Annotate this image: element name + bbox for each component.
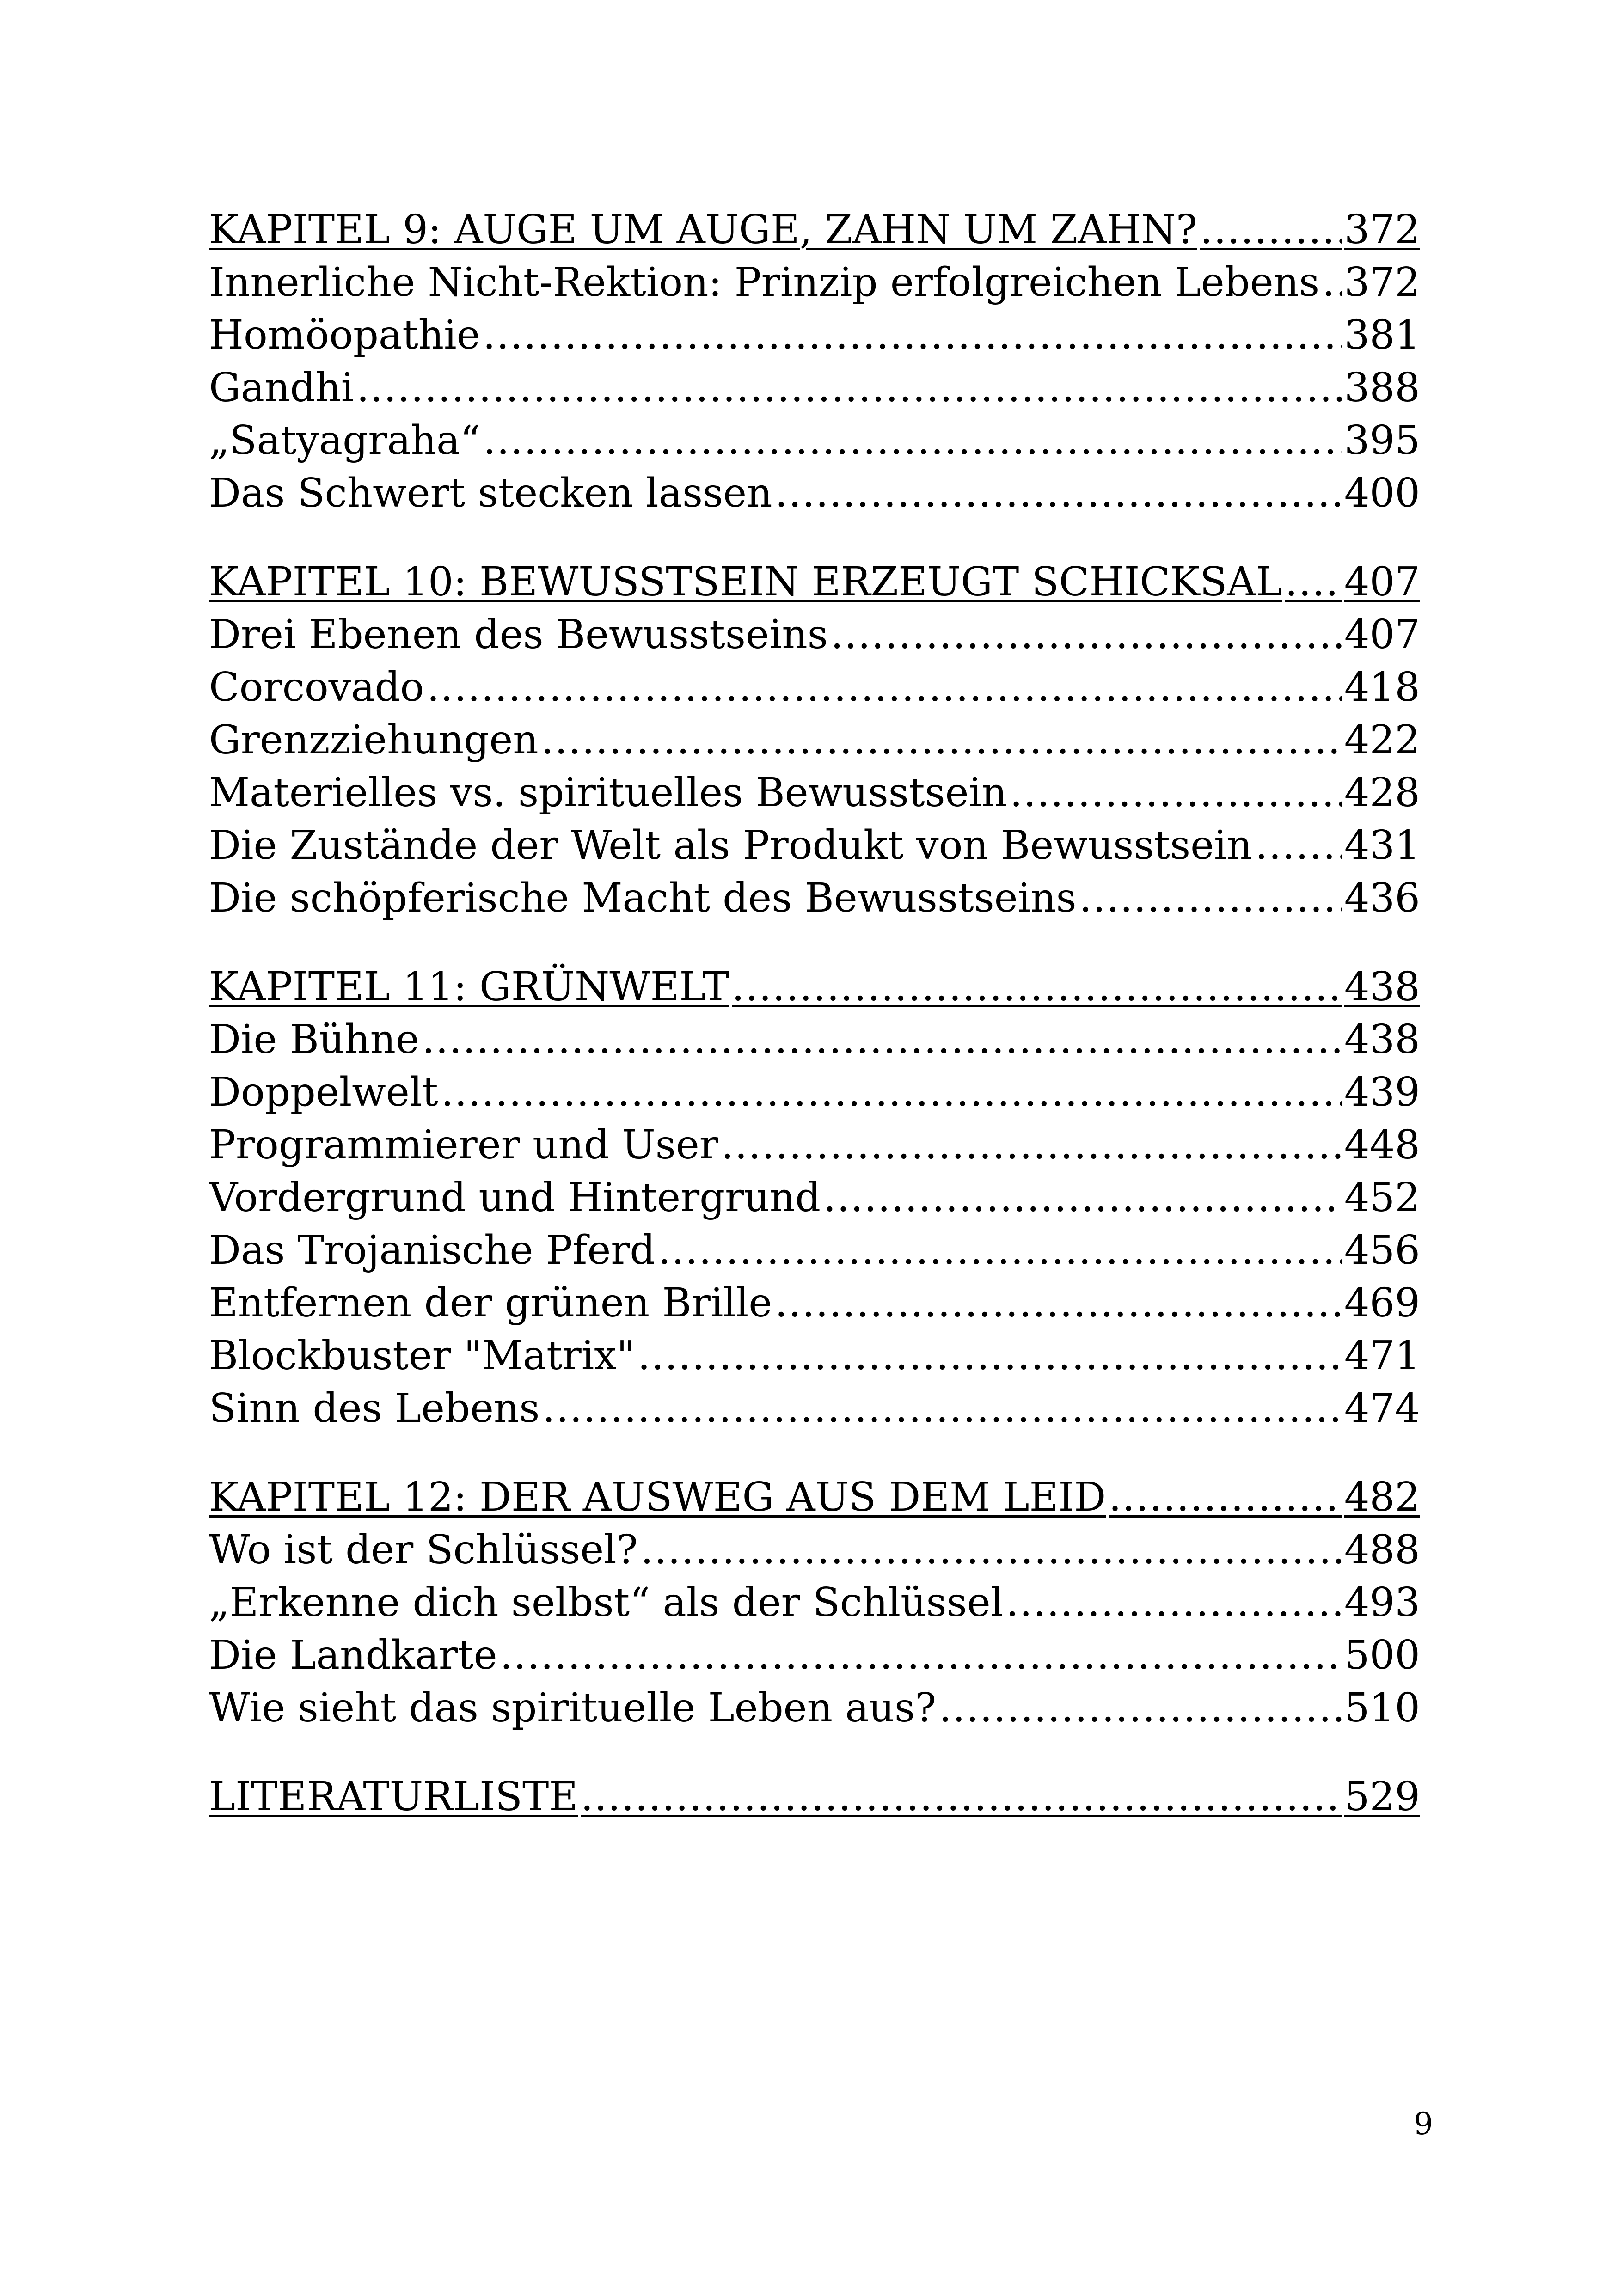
dot-leader bbox=[1322, 256, 1342, 309]
chapter-title: KAPITEL 12: DER AUSWEG AUS DEM LEID bbox=[209, 1474, 1106, 1520]
entry-title: Wie sieht das spirituelle Leben aus? bbox=[209, 1685, 937, 1731]
toc-chapter-heading[interactable] bbox=[209, 1471, 1420, 1524]
toc-entry[interactable] bbox=[209, 256, 1420, 309]
chapter-page-number: 438 bbox=[1344, 964, 1420, 1010]
chapter-page-number: 529 bbox=[1344, 1774, 1420, 1820]
entry-page-number: 469 bbox=[1344, 1280, 1420, 1326]
toc-entry[interactable] bbox=[209, 1066, 1420, 1119]
toc-entry[interactable] bbox=[209, 608, 1420, 661]
page-number: 9 bbox=[1414, 2106, 1433, 2142]
entry-title: Blockbuster "Matrix" bbox=[209, 1333, 635, 1379]
chapter-title: KAPITEL 11: GRÜNWELT bbox=[209, 964, 729, 1010]
toc-entry[interactable] bbox=[209, 1119, 1420, 1171]
chapter-title: KAPITEL 10: BEWUSSTSEIN ERZEUGT SCHICKSAL bbox=[209, 559, 1282, 605]
toc-entry[interactable] bbox=[209, 1171, 1420, 1224]
toc-entry[interactable] bbox=[209, 661, 1420, 714]
toc-entry[interactable] bbox=[209, 1682, 1420, 1734]
chapter-page-number: 407 bbox=[1344, 559, 1420, 605]
entry-title: Drei Ebenen des Bewusstseins bbox=[209, 612, 828, 658]
entry-page-number: 428 bbox=[1344, 770, 1420, 816]
dot-leader bbox=[641, 1524, 1342, 1576]
toc-chapter-heading[interactable] bbox=[209, 961, 1420, 1013]
toc-chapter-heading[interactable] bbox=[209, 203, 1420, 256]
dot-leader bbox=[732, 961, 1342, 1013]
dot-leader bbox=[939, 1682, 1342, 1734]
entry-title: Die Zustände der Welt als Produkt von Bewusstsein bbox=[209, 822, 1252, 869]
entry-page-number: 448 bbox=[1344, 1122, 1420, 1168]
dot-leader bbox=[1109, 1471, 1342, 1524]
toc-section-literaturliste bbox=[209, 1770, 1420, 1823]
entry-title: Materielles vs. spirituelles Bewusstsein bbox=[209, 770, 1007, 816]
dot-leader bbox=[637, 1329, 1341, 1382]
entry-title: Corcovado bbox=[209, 664, 424, 710]
toc-entry[interactable] bbox=[209, 872, 1420, 925]
entry-title: Grenzziehungen bbox=[209, 717, 539, 763]
dot-leader bbox=[721, 1119, 1342, 1171]
chapter-title: LITERATURLISTE bbox=[209, 1774, 578, 1820]
toc-entry[interactable] bbox=[209, 714, 1420, 766]
entry-page-number: 407 bbox=[1344, 612, 1420, 658]
chapter-page-number: 372 bbox=[1344, 207, 1420, 253]
dot-leader bbox=[1006, 1576, 1342, 1629]
entry-page-number: 452 bbox=[1344, 1175, 1420, 1221]
entry-page-number: 510 bbox=[1344, 1685, 1420, 1731]
entry-title: Programmierer und User bbox=[209, 1122, 718, 1168]
dot-leader bbox=[483, 414, 1342, 467]
toc-entry[interactable] bbox=[209, 361, 1420, 414]
toc-entry[interactable] bbox=[209, 1382, 1420, 1435]
toc-entry[interactable] bbox=[209, 1277, 1420, 1329]
toc-entry[interactable] bbox=[209, 1524, 1420, 1576]
chapter-page-number: 482 bbox=[1344, 1474, 1420, 1520]
entry-page-number: 493 bbox=[1344, 1580, 1420, 1626]
toc-entry[interactable] bbox=[209, 414, 1420, 467]
toc-entry[interactable] bbox=[209, 1224, 1420, 1277]
entry-title: Homöopathie bbox=[209, 312, 480, 358]
entry-page-number: 438 bbox=[1344, 1016, 1420, 1063]
entry-title: Entfernen der grünen Brille bbox=[209, 1280, 772, 1326]
dot-leader bbox=[581, 1770, 1342, 1823]
toc-section-kapitel-10 bbox=[209, 556, 1420, 925]
entry-page-number: 388 bbox=[1344, 365, 1420, 411]
entry-title: „Erkenne dich selbst“ als der Schlüssel bbox=[209, 1580, 1004, 1626]
chapter-title: KAPITEL 9: AUGE UM AUGE, ZAHN UM ZAHN? bbox=[209, 207, 1197, 253]
entry-title: Innerliche Nicht-Rektion: Prinzip erfolgreichen Lebens bbox=[209, 259, 1320, 306]
dot-leader bbox=[823, 1171, 1342, 1224]
entry-title: Doppelwelt bbox=[209, 1069, 438, 1115]
dot-leader bbox=[542, 1382, 1341, 1435]
entry-title: Das Schwert stecken lassen bbox=[209, 470, 772, 516]
entry-title: Vordergrund und Hintergrund bbox=[209, 1175, 821, 1221]
table-of-contents bbox=[209, 203, 1420, 1859]
dot-leader bbox=[775, 467, 1342, 520]
entry-page-number: 456 bbox=[1344, 1227, 1420, 1274]
toc-entry[interactable] bbox=[209, 309, 1420, 361]
toc-section-kapitel-12 bbox=[209, 1471, 1420, 1734]
toc-entry[interactable] bbox=[209, 1329, 1420, 1382]
entry-page-number: 471 bbox=[1344, 1333, 1420, 1379]
entry-page-number: 400 bbox=[1344, 470, 1420, 516]
entry-page-number: 372 bbox=[1344, 259, 1420, 306]
toc-entry[interactable] bbox=[209, 766, 1420, 819]
entry-title: Die schöpferische Macht des Bewusstseins bbox=[209, 875, 1077, 921]
toc-entry[interactable] bbox=[209, 1013, 1420, 1066]
entry-page-number: 422 bbox=[1344, 717, 1420, 763]
dot-leader bbox=[775, 1277, 1342, 1329]
entry-page-number: 474 bbox=[1344, 1385, 1420, 1432]
entry-page-number: 395 bbox=[1344, 417, 1420, 464]
dot-leader bbox=[1079, 872, 1342, 925]
toc-entry[interactable] bbox=[209, 467, 1420, 520]
dot-leader bbox=[1285, 556, 1342, 608]
entry-title: „Satyagraha“ bbox=[209, 417, 481, 464]
entry-title: Die Bühne bbox=[209, 1016, 419, 1063]
dot-leader bbox=[422, 1013, 1342, 1066]
entry-title: Gandhi bbox=[209, 365, 354, 411]
dot-leader bbox=[1200, 203, 1342, 256]
entry-page-number: 439 bbox=[1344, 1069, 1420, 1115]
toc-entry[interactable] bbox=[209, 1629, 1420, 1682]
dot-leader bbox=[831, 608, 1342, 661]
dot-leader bbox=[1255, 819, 1342, 872]
toc-entry[interactable] bbox=[209, 819, 1420, 872]
dot-leader bbox=[427, 661, 1342, 714]
dot-leader bbox=[441, 1066, 1342, 1119]
entry-page-number: 381 bbox=[1344, 312, 1420, 358]
dot-leader bbox=[658, 1224, 1341, 1277]
toc-section-kapitel-11 bbox=[209, 961, 1420, 1435]
dot-leader bbox=[500, 1629, 1341, 1682]
entry-title: Das Trojanische Pferd bbox=[209, 1227, 656, 1274]
entry-page-number: 431 bbox=[1344, 822, 1420, 869]
entry-page-number: 436 bbox=[1344, 875, 1420, 921]
entry-page-number: 488 bbox=[1344, 1527, 1420, 1573]
entry-title: Wo ist der Schlüssel? bbox=[209, 1527, 638, 1573]
dot-leader bbox=[483, 309, 1342, 361]
dot-leader bbox=[1010, 766, 1341, 819]
dot-leader bbox=[541, 714, 1342, 766]
entry-page-number: 500 bbox=[1344, 1632, 1420, 1678]
toc-section-kapitel-9 bbox=[209, 203, 1420, 520]
toc-chapter-heading[interactable] bbox=[209, 556, 1420, 608]
entry-title: Die Landkarte bbox=[209, 1632, 497, 1678]
toc-chapter-heading[interactable] bbox=[209, 1770, 1420, 1823]
toc-entry[interactable] bbox=[209, 1576, 1420, 1629]
dot-leader bbox=[356, 361, 1342, 414]
entry-title: Sinn des Lebens bbox=[209, 1385, 540, 1432]
entry-page-number: 418 bbox=[1344, 664, 1420, 710]
